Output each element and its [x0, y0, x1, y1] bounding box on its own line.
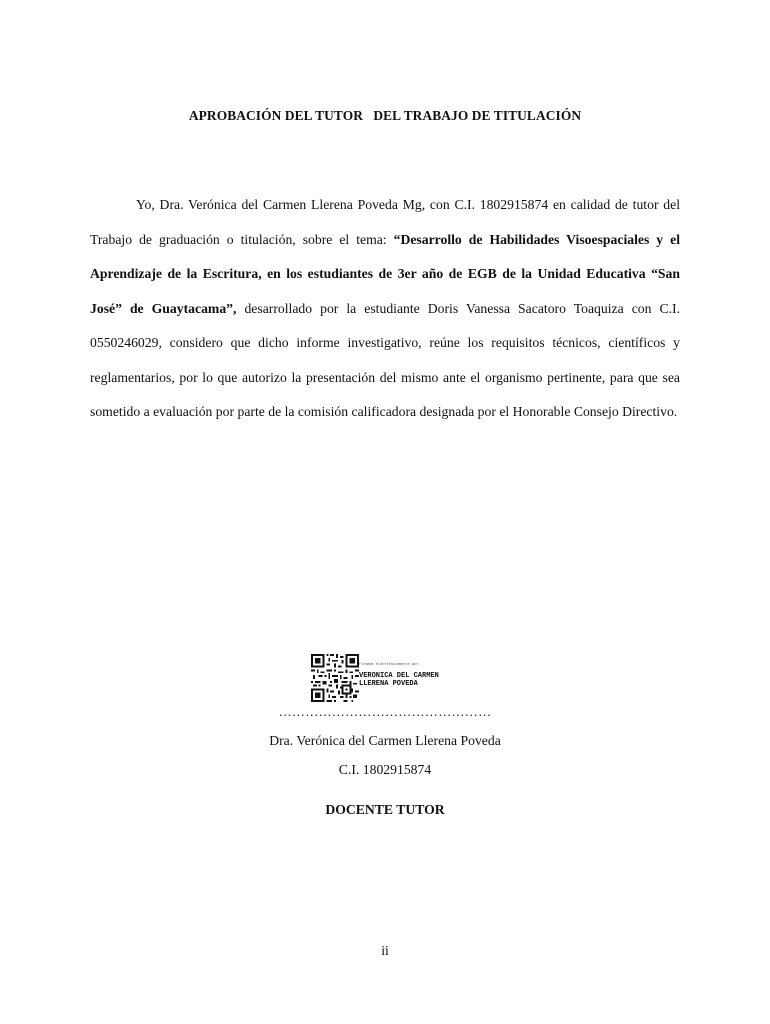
tutor-name: Dra. Verónica del Carmen Llerena Poveda — [269, 733, 501, 748]
tutor-role: DOCENTE TUTOR — [325, 802, 445, 817]
signature-line: ………………………………………… — [278, 704, 492, 719]
paragraph-body: desarrollado por la estudiante Doris Vanessa Sacatoro Toaquiza con C.I. 0550246029, considero que dicho informe investigativo, reúne los requisitos técnicos, científicos y reglamentarios, por lo que autorizo la presentación del mismo ante el organismo pertinente, para que sea sometido a evaluación por parte de la comisión calificadora designada por el Honorable Consejo Directivo. — [90, 300, 680, 419]
signer-name-line2: LLERENA POVEDA — [359, 680, 418, 688]
page-title: APROBACIÓN DEL TUTOR DEL TRABAJO DE TITULACIÓN — [188, 108, 582, 123]
page-number: ii — [381, 943, 389, 958]
paragraph-intro: Yo, Dra. Verónica del Carmen Llerena Poveda Mg, con C.I. 1802915874 en calidad de tutor del Trabajo de graduación o titulación, sobre el tema: — [90, 197, 680, 247]
tutor-id: C.I. 1802915874 — [338, 762, 432, 777]
signer-name-line1: VERONICA DEL CARMEN — [359, 672, 439, 680]
electronic-signature — [311, 654, 471, 704]
approval-paragraph — [90, 188, 680, 430]
qr-code-icon — [311, 654, 359, 702]
signature-caption: Firmado electrónicamente por: — [359, 662, 421, 666]
paragraph-topic: “Desarrollo de Habilidades Visoespaciales y el Aprendizaje de la Escritura, en los estudiantes de 3er año de EGB de la Unidad Educativa “San José” de Guaytacama”, — [90, 231, 680, 316]
